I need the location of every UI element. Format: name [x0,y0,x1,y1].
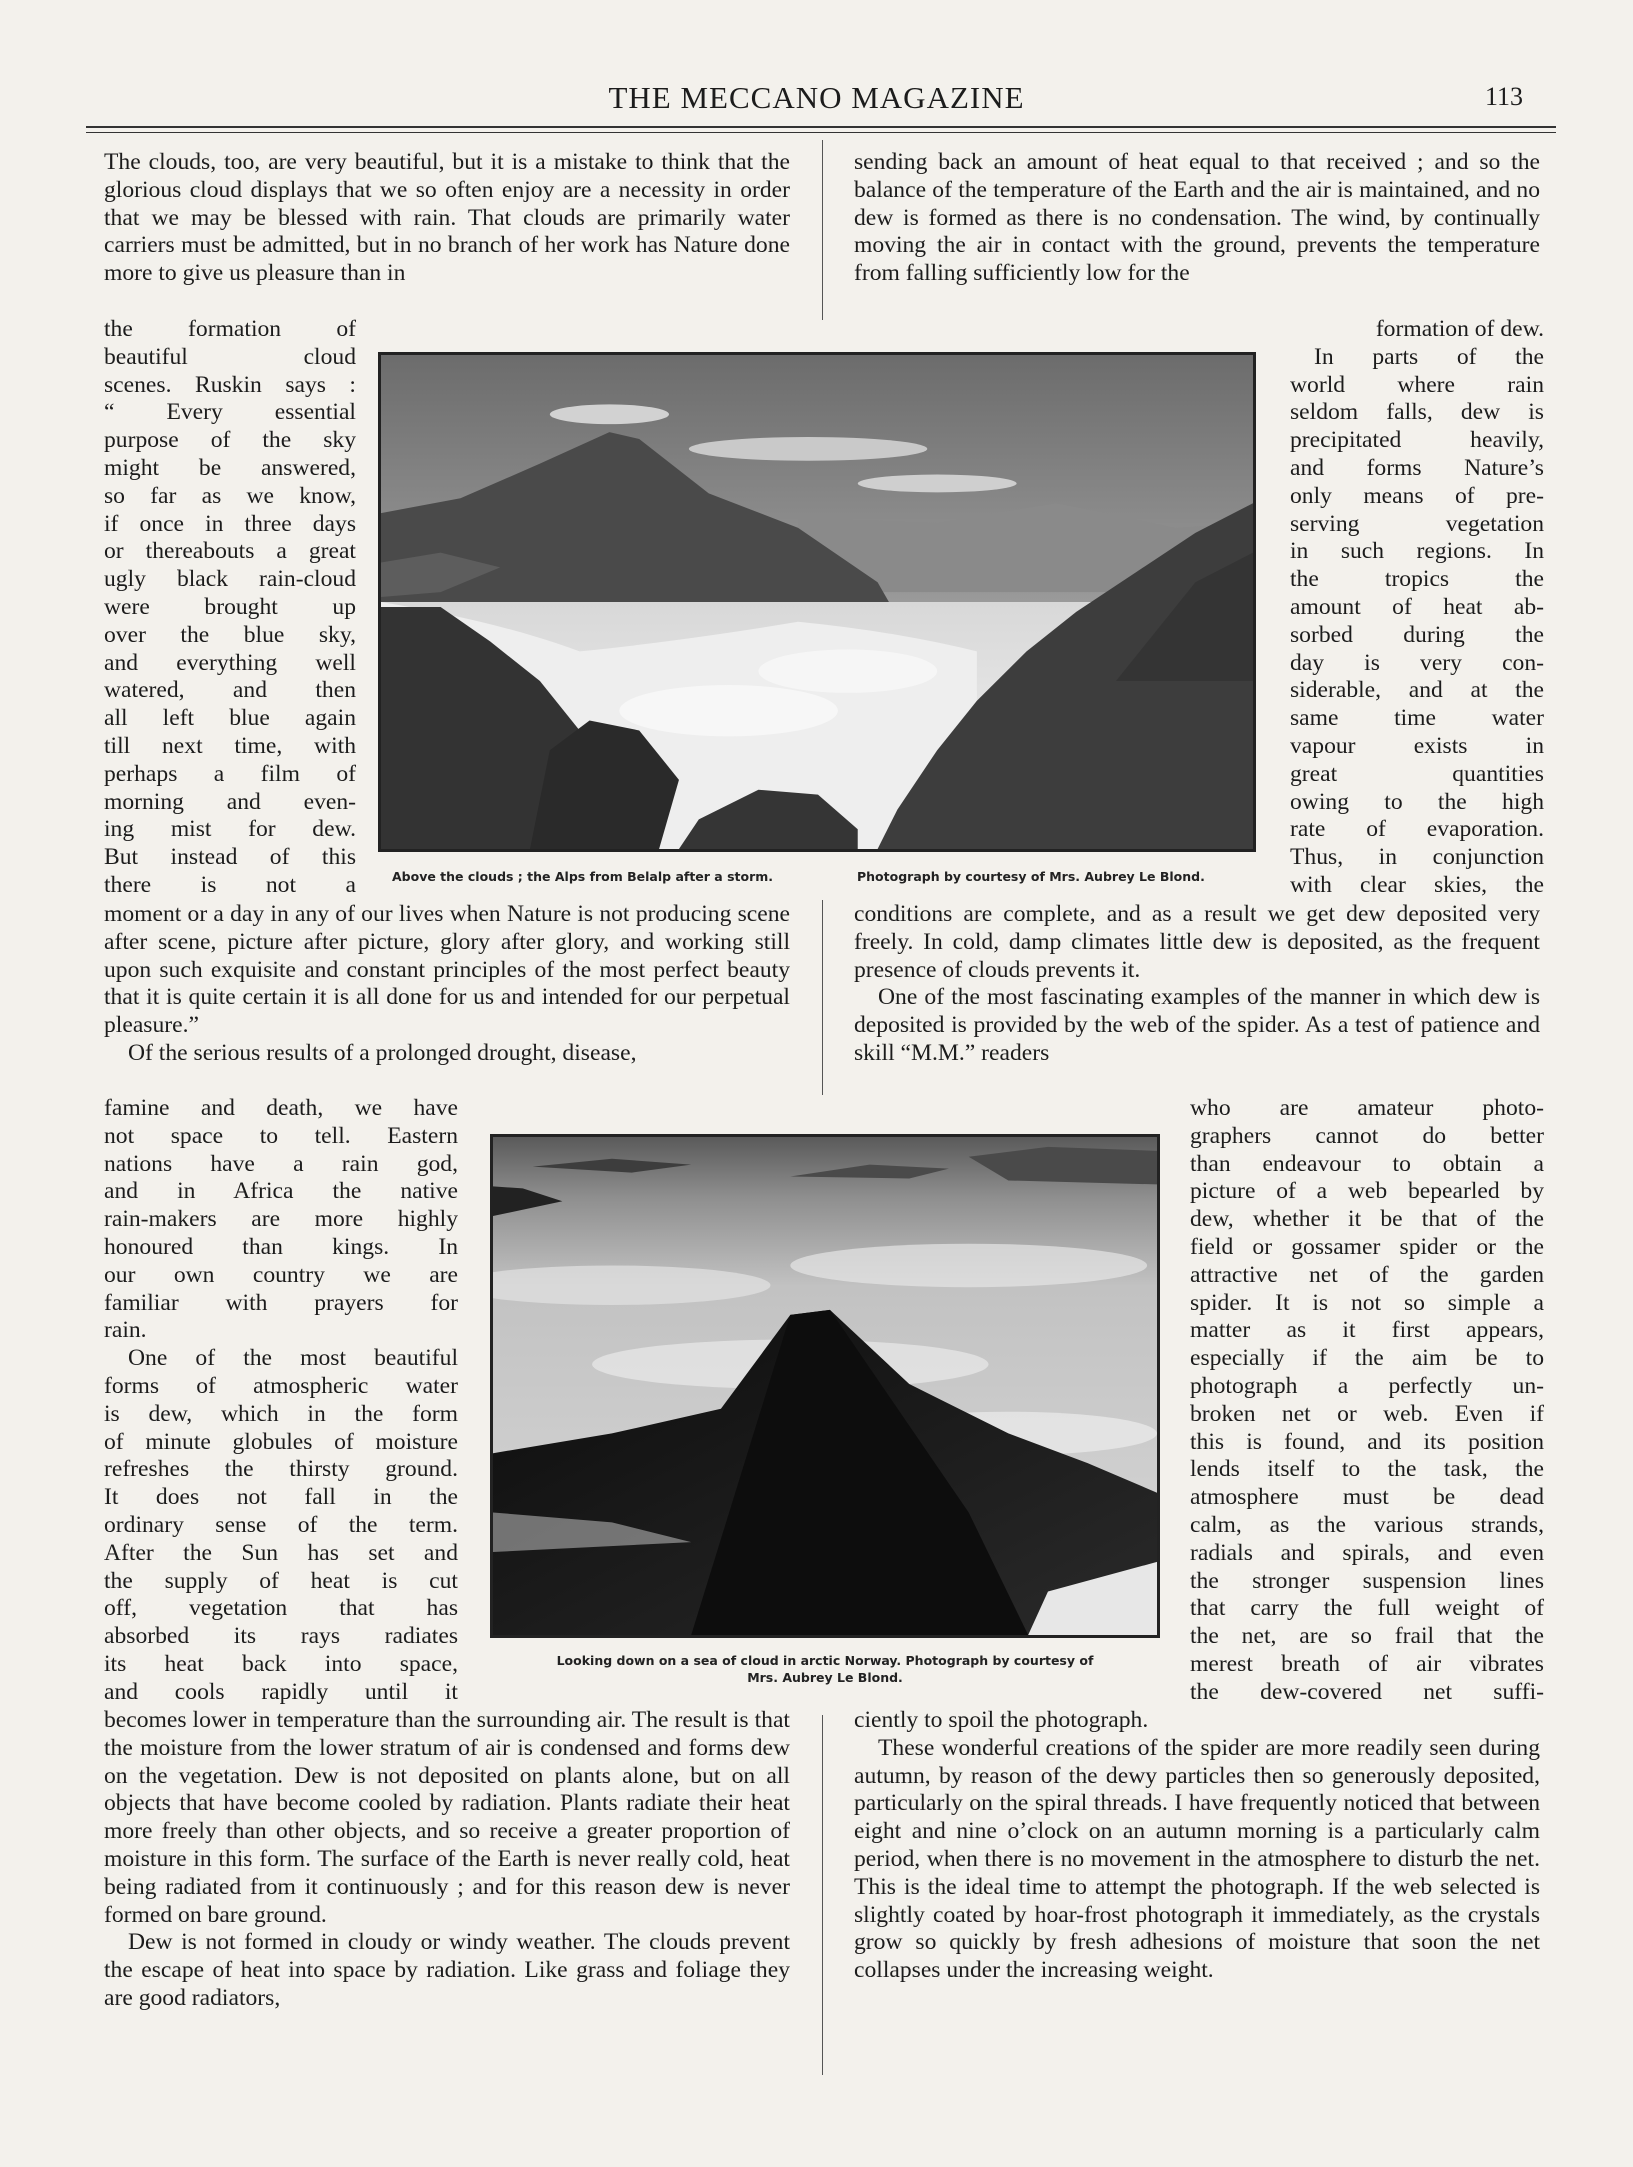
text-line: radials and spirals, and even [1190,1539,1544,1566]
text-line: sorbed during the [1290,621,1544,648]
page-number: 113 [1484,82,1523,111]
paragraph: One of the most fascinating examples of the manner in which dew is deposited is provided by the web of the spider. As a test of patience and skill “M.M.” readers [854,984,1540,1066]
col1-intro-text [104,149,790,288]
text-line: morning and even- [104,788,356,815]
col2-bottom-text [854,1707,1540,1985]
text-line: honoured than kings. In [104,1233,458,1260]
text-line: than endeavour to obtain a [1190,1150,1544,1177]
text-line: especially if the aim be to [1190,1345,1544,1372]
fig1-caption-left: Above the clouds ; the Alps from Belalp after a storm. [392,869,774,884]
text-line: and forms Nature’s [1290,454,1544,481]
text-line: graphers cannot do better [1190,1122,1544,1149]
col1-mid-text [104,901,790,1068]
column-divider [822,140,823,320]
text-line: over the blue sky, [104,621,356,648]
text-line: spider. It is not so simple a [1190,1289,1544,1316]
col2-mid-text [854,901,1540,1068]
text-line: forms of atmospheric water [104,1372,458,1399]
text-line: precipitated heavily, [1290,427,1544,454]
paragraph: ciently to spoil the photograph. [854,1707,1149,1733]
paragraph: These wonderful creations of the spider are more readily seen during autumn, by reason of the dewy particles then so generously deposited, particularly on the spiral threads. I have frequently noticed that between eight and nine o’clock on an autumn morning is a particularly calm period, when there is no movement in the atmosphere to disturb the net. This is the ideal time to attempt the photograph. If the web selected is slightly coated by hoar-frost photograph it immediately, as the crystals grow so quickly by fresh adhesions of moisture that soon the net collapses under the increasing weight. [854,1734,1540,1984]
text-line: world where rain [1290,371,1544,398]
text-line: that carry the full weight of [1190,1595,1544,1622]
fig1-caption-right: Photograph by courtesy of Mrs. Aubrey Le Blond. [857,869,1205,884]
sea-of-cloud-photo [490,1134,1160,1638]
text-line: ugly black rain-cloud [104,566,356,593]
text-line: seldom falls, dew is [1290,399,1544,426]
paragraph: becomes lower in temperature than the surrounding air. The result is that the moisture from the lower stratum of air is condensed and forms dew on the vegetation. Dew is not deposited on plants alone, but on all objects that have become cooled by radiation. Plants radiate their heat more freely than other objects, and so receive a greater proportion of moisture in this form. The surface of the Earth is never really cold, heat being radiated from it continuously ; and for this reason dew is never formed on bare ground. [104,1707,790,1928]
text-line: But instead of this [104,844,356,871]
fig2-caption-line2: Mrs. Aubrey Le Blond. [747,1670,903,1685]
text-line: rain-makers are more highly [104,1206,458,1233]
text-line: if once in three days [104,510,356,537]
text-line: only means of pre- [1290,482,1544,509]
col2-narrow-text [1290,316,1544,900]
text-line: matter as it first appears, [1190,1317,1544,1344]
text-line: in such regions. In [1290,538,1544,565]
text-line: day is very con- [1290,649,1544,676]
text-line: all left blue again [104,705,356,732]
text-line: It does not fall in the [104,1484,458,1511]
paragraph: Dew is not formed in cloudy or windy weather. The clouds prevent the escape of heat into space by radiation. Like grass and foliage they are good radiators, [104,1929,790,2011]
text-line: owing to the high [1290,788,1544,815]
text-line: perhaps a film of [104,760,356,787]
col2-narrow2-text [1190,1095,1544,1707]
text-line: who are amateur photo- [1190,1095,1544,1121]
text-line: so far as we know, [104,482,356,509]
text-line: till next time, with [104,732,356,759]
text-line: the tropics the [1290,566,1544,593]
text-line: same time water [1290,705,1544,732]
col1-bottom-text [104,1707,790,2013]
text-line: its heat back into space, [104,1650,458,1677]
text-line: the formation of [104,316,356,342]
text-line: rain. [104,1317,147,1344]
magazine-title: THE MECCANO MAGAZINE [608,80,1025,115]
text-line: In parts of the [1314,343,1544,370]
text-line: formation of dew. [1375,316,1544,342]
text-line: rate of evaporation. [1290,816,1544,843]
text-line: this is found, and its position [1190,1428,1544,1455]
text-line: were brought up [104,593,356,620]
text-line: might be answered, [104,454,356,481]
text-line: beautiful cloud [104,343,356,370]
text-line: After the Sun has set and [104,1539,458,1566]
text-line: broken net or web. Even if [1190,1400,1544,1427]
paragraph: moment or a day in any of our lives when Nature is not producing scene after scene, picture after picture, glory after glory, and working still upon such exquisite and constant principles of the most perfect beauty that it is quite certain it is all done for us and intended for our perpetual pleasure.” [104,901,790,1039]
text-line: “ Every essential [104,399,356,426]
text-line: attractive net of the garden [1190,1261,1544,1288]
text-line: field or gossamer spider or the [1190,1233,1544,1260]
text-line: amount of heat ab- [1290,593,1544,620]
text-line: the net, are so frail that the [1190,1623,1544,1650]
text-line: absorbed its rays radiates [104,1623,458,1650]
text-line: siderable, and at the [1290,677,1544,704]
text-line: nations have a rain god, [104,1150,458,1177]
text-line: vapour exists in [1290,732,1544,759]
col1-narrow2-text [104,1095,458,1707]
text-line: calm, as the various strands, [1190,1511,1544,1538]
text-line: Thus, in conjunction [1290,844,1544,871]
text-line: familiar with prayers for [104,1289,458,1316]
column-divider [822,900,823,1095]
alps-above-clouds-photo [378,352,1256,852]
text-line: not space to tell. Eastern [104,1122,458,1149]
text-line: picture of a web bepearled by [1190,1178,1544,1205]
text-line: the stronger suspension lines [1190,1567,1544,1594]
text-line: the supply of heat is cut [104,1567,458,1594]
text-line: purpose of the sky [104,427,356,454]
text-line: refreshes the thirsty ground. [104,1456,458,1483]
text-line: of minute globules of moisture [104,1428,458,1455]
text-line: off, vegetation that has [104,1595,458,1622]
header-rule-top [86,126,1556,128]
text-line: great quantities [1290,760,1544,787]
text-line: scenes. Ruskin says : [104,371,356,398]
text-line: or thereabouts a great [104,538,356,565]
text-line: atmosphere must be dead [1190,1484,1544,1511]
paragraph: conditions are complete, and as a result we get dew deposited very freely. In cold, damp climates little dew is deposited, as the frequent presence of clouds prevents it. [854,901,1540,983]
text-line: dew, whether it be that of the [1190,1206,1544,1233]
column-divider [822,1715,823,2075]
text-line: One of the most beautiful [128,1345,458,1372]
paragraph: Of the serious results of a prolonged drought, disease, [128,1039,637,1066]
text-line: is dew, which in the form [104,1400,458,1427]
text-line: the dew-covered net suffi- [1190,1678,1544,1705]
paragraph: sending back an amount of heat equal to that received ; and so the balance of the temperature of the Earth and the air is maintained, and no dew is formed as there is no condensation. The wind, by continually moving the air in contact with the ground, prevents the temperature from falling sufficiently low for the [854,149,1540,287]
text-line: and everything well [104,649,356,676]
paragraph: The clouds, too, are very beautiful, but it is a mistake to think that the glorious cloud displays that we so often enjoy are a necessity in order that we may be blessed with rain. That clouds are primarily water carriers must be admitted, but in no branch of her work has Nature done more to give us pleasure than in [104,149,790,287]
text-line: and cools rapidly until it [104,1678,458,1705]
col2-intro-text [854,149,1540,288]
text-line: there is not a [104,871,356,898]
header-rule-bottom [86,132,1556,133]
text-line: ing mist for dew. [104,816,356,843]
text-line: serving vegetation [1290,510,1544,537]
text-line: famine and death, we have [104,1095,458,1121]
col1-narrow-text [104,316,356,900]
text-line: our own country we are [104,1261,458,1288]
text-line: and in Africa the native [104,1178,458,1205]
text-line: watered, and then [104,677,356,704]
text-line: lends itself to the task, the [1190,1456,1544,1483]
text-line: with clear skies, the [1290,871,1544,898]
text-line: ordinary sense of the term. [104,1511,458,1538]
text-line: merest breath of air vibrates [1190,1650,1544,1677]
fig2-caption-line1: Looking down on a sea of cloud in arctic Norway. Photograph by courtesy of [556,1653,1094,1668]
text-line: photograph a perfectly un- [1190,1372,1544,1399]
